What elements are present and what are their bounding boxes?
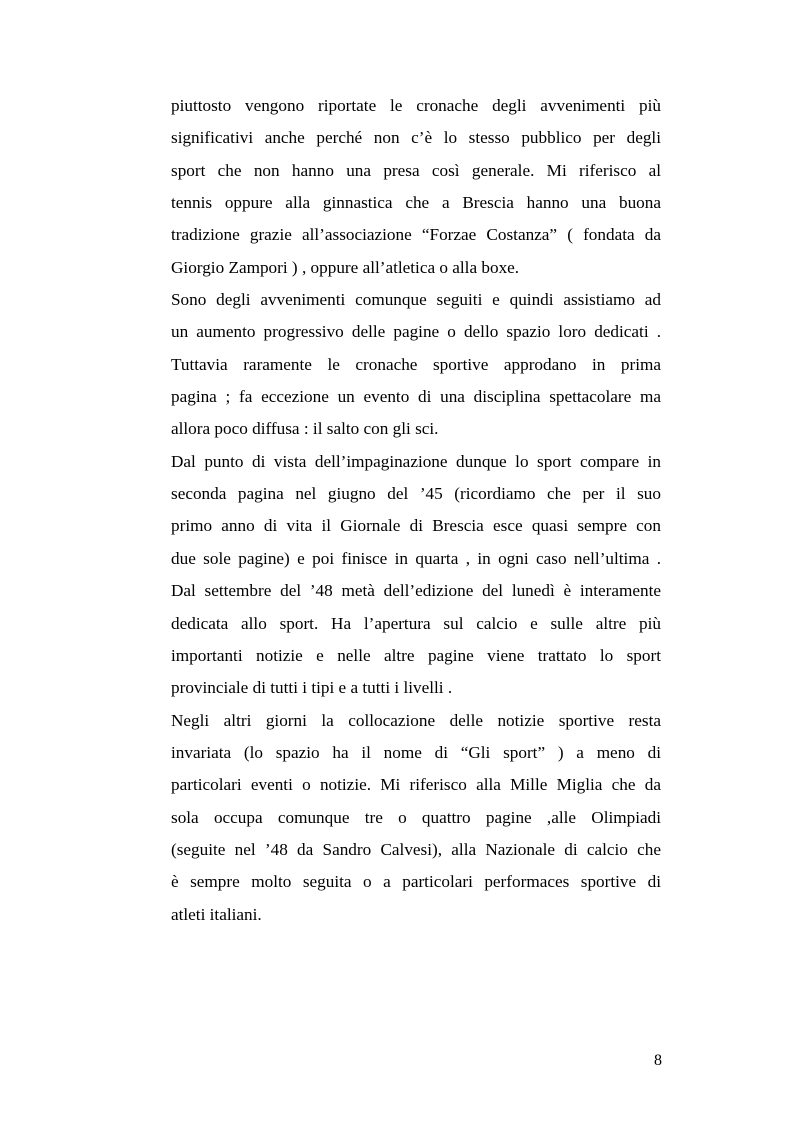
- text-line: allora poco diffusa : il salto con gli sci.: [171, 419, 439, 439]
- text-line: provinciale di tutti i tipi e a tutti i livelli .: [171, 678, 453, 698]
- text-line: Dal punto di vista dell’impaginazione dunque lo sport compare in: [171, 451, 661, 471]
- text-line: un aumento progressivo delle pagine o dello spazio loro dedicati .: [171, 322, 661, 342]
- text-line: seconda pagina nel giugno del ’45 (ricordiamo che per il suo: [171, 484, 661, 504]
- text-line: (seguite nel ’48 da Sandro Calvesi), alla Nazionale di calcio che: [171, 839, 661, 859]
- text-line: Giorgio Zampori ) , oppure all’atletica o alla boxe.: [171, 257, 520, 277]
- text-line: piuttosto vengono riportate le cronache degli avvenimenti più: [171, 96, 661, 115]
- text-line: sport che non hanno una presa così generale. Mi riferisco al: [171, 160, 661, 180]
- text-line: pagina ; fa eccezione un evento di una disciplina spettacolare ma: [171, 387, 661, 407]
- text-line: particolari eventi o notizie. Mi riferisco alla Mille Miglia che da: [171, 775, 661, 795]
- page-number: 8: [654, 1052, 662, 1069]
- text-line: importanti notizie e nelle altre pagine viene trattato lo sport: [171, 645, 661, 665]
- text-line: primo anno di vita il Giornale di Brescia esce quasi sempre con: [171, 516, 661, 536]
- text-line: Sono degli avvenimenti comunque seguiti e quindi assistiamo ad: [171, 290, 661, 310]
- text-line: Dal settembre del ’48 metà dell’edizione del lunedì è interamente: [171, 581, 661, 601]
- text-line: tradizione grazie all’associazione “Forzae Costanza” ( fondata da: [171, 225, 661, 245]
- text-line: sola occupa comunque tre o quattro pagine ,alle Olimpiadi: [171, 807, 661, 827]
- body-text: [171, 90, 661, 931]
- text-line: è sempre molto seguita o a particolari performaces sportive di: [171, 872, 661, 892]
- text-line: significativi anche perché non c’è lo stesso pubblico per degli: [171, 128, 661, 148]
- text-line: dedicata allo sport. Ha l’apertura sul calcio e sulle altre più: [171, 613, 661, 633]
- text-line: Negli altri giorni la collocazione delle notizie sportive resta: [171, 710, 661, 730]
- text-line: invariata (lo spazio ha il nome di “Gli sport” ) a meno di: [171, 742, 661, 762]
- text-line: Tuttavia raramente le cronache sportive approdano in prima: [171, 354, 661, 374]
- text-line: due sole pagine) e poi finisce in quarta , in ogni caso nell’ultima .: [171, 548, 661, 568]
- text-line: atleti italiani.: [171, 904, 262, 924]
- text-line: tennis oppure alla ginnastica che a Brescia hanno una buona: [171, 193, 661, 213]
